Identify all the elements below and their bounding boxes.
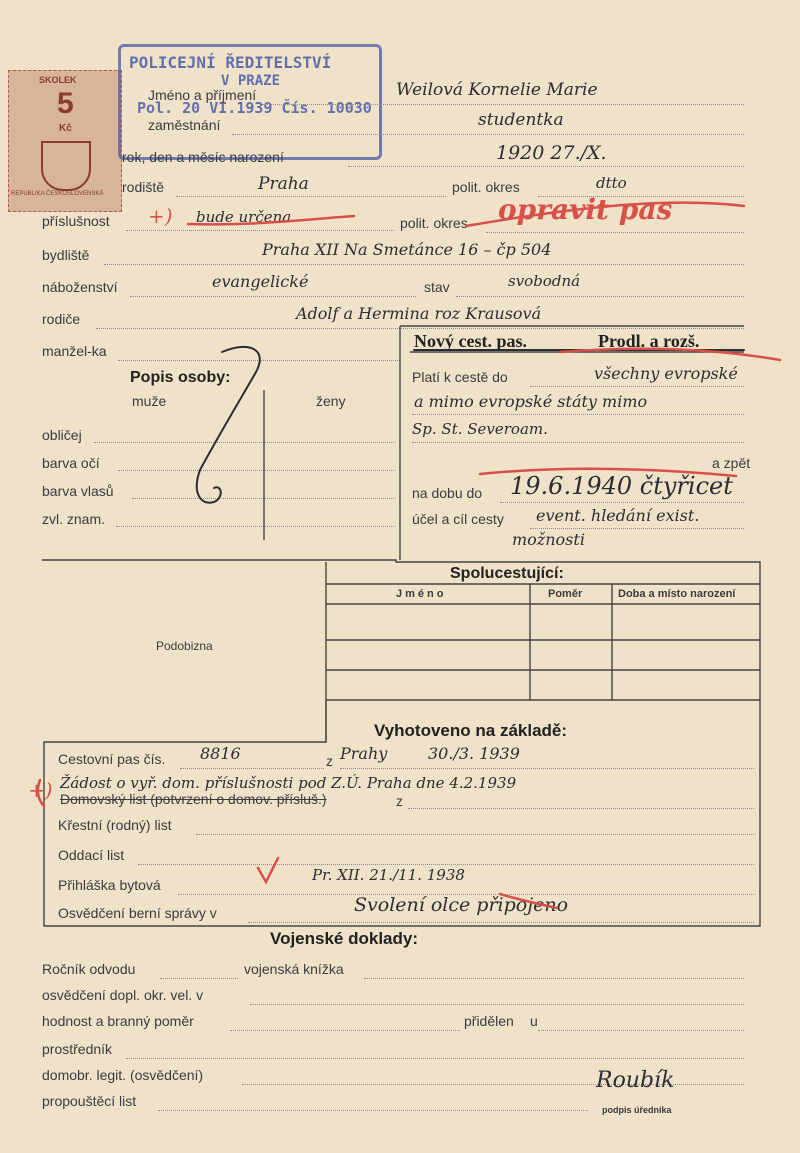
hw-domovsky: Žádost o vyř. dom. příslušnosti pod Z.Ú. Praha dne 4.2.1939 xyxy=(60,774,517,792)
answer-line-cest-pas-z xyxy=(340,768,754,769)
hw-prihlaska: Pr. XII. 21./11. 1938 xyxy=(312,866,465,884)
hw-podpis: Roubík xyxy=(596,1068,675,1093)
hw-ucel-1: event. hledání exist. xyxy=(536,506,700,525)
hw-polit-okres: dtto xyxy=(596,174,627,192)
label-jmeno: Jméno a příjmení xyxy=(148,87,257,103)
label-polit-okres-2: polit. okres xyxy=(400,215,468,231)
label-a-zpet: a zpět xyxy=(712,455,751,471)
column-jmeno: Jméno xyxy=(396,588,447,600)
hw-bydliste: Praha XII Na Smetánce 16 – čp 504 xyxy=(262,240,552,259)
answer-line-plati-2 xyxy=(412,414,744,415)
hw-prislusnost: bude určena xyxy=(196,208,292,226)
label-propousteci: propouštěcí list xyxy=(42,1093,137,1109)
hw-jmeno: Weilová Kornelie Marie xyxy=(396,80,598,100)
answer-line-barva-oci xyxy=(118,470,394,471)
label-hodnost: hodnost a branný poměr xyxy=(42,1013,194,1029)
label-stav: stav xyxy=(424,279,450,295)
label-domobr: domobr. legit. (osvědčení) xyxy=(42,1067,204,1083)
answer-line-rodiste xyxy=(176,196,446,197)
label-polit-okres: polit. okres xyxy=(452,179,520,195)
label-z-2: z xyxy=(396,793,403,809)
label-zvl-znam: zvl. znam. xyxy=(42,511,106,527)
hw-plati-1: všechny evropské xyxy=(594,364,738,383)
revenue-stamp-value: 5 xyxy=(57,87,74,120)
answer-line-polit-okres-2 xyxy=(486,232,744,233)
hw-nabozenstvi: evangelické xyxy=(212,272,309,291)
label-krestni: Křestní (rodný) list xyxy=(58,817,172,833)
label-plati: Platí k cestě do xyxy=(412,369,508,385)
hw-ucel-2: možnosti xyxy=(512,530,585,549)
label-osvedceni-dopl: osvědčení dopl. okr. vel. v xyxy=(42,987,204,1003)
label-novy-pas: Nový cest. pas. xyxy=(414,331,527,351)
column-doba: Doba a místo narození xyxy=(618,588,736,600)
answer-line-berni xyxy=(248,922,754,923)
answer-line-hodnost xyxy=(230,1030,460,1031)
answer-line-knizka xyxy=(364,978,744,979)
red-mark-domovsky: +) xyxy=(28,778,53,802)
label-barva-vlasu: barva vlasů xyxy=(42,483,114,499)
red-mark-prislusnost: +) xyxy=(148,204,173,228)
label-podobizna: Podobizna xyxy=(156,639,213,653)
hw-plati-2: a mimo evropské státy mimo xyxy=(414,392,648,411)
answer-line-plati-3 xyxy=(412,442,744,443)
answer-line-plati-1 xyxy=(530,386,744,387)
answer-line-rodice xyxy=(96,328,744,329)
hw-zamestnani: studentka xyxy=(478,110,564,130)
police-stamp-line1: POLICEJNÍ ŘEDITELSTVÍ xyxy=(129,53,332,72)
answer-line-osvedceni-dopl xyxy=(250,1004,744,1005)
label-oddaci: Oddací list xyxy=(58,847,125,863)
label-berni: Osvědčení berní správy v xyxy=(58,905,217,921)
label-domovsky: Domovský list (potvrzení o domov. přísluš.) xyxy=(60,791,327,807)
answer-line-manzel xyxy=(118,360,400,361)
label-prostrednik: prostředník xyxy=(42,1041,113,1057)
label-barva-oci: barva očí xyxy=(42,455,100,471)
answer-line-oblicej xyxy=(94,442,394,443)
label-rocnik: Ročník odvodu xyxy=(42,961,136,977)
answer-line-narozeni xyxy=(348,166,744,167)
column-pomer: Poměr xyxy=(548,588,583,600)
label-z-1: z xyxy=(326,753,333,769)
hw-rodice: Adolf a Hermina roz Krausová xyxy=(296,304,542,323)
hw-plati-3: Sp. St. Severoam. xyxy=(412,420,548,438)
answer-line-oddaci xyxy=(138,864,754,865)
label-zeny: ženy xyxy=(316,393,346,409)
police-stamp-line3: Pol. 20 VI.1939 Čís. 10030 xyxy=(137,99,372,117)
hw-cest-pas-cislo: 8816 xyxy=(200,744,241,763)
label-rodice: rodiče xyxy=(42,311,81,327)
revenue-stamp-unit: Kč xyxy=(59,123,72,134)
answer-line-na-dobu xyxy=(500,502,744,503)
answer-line-domovsky xyxy=(408,808,754,809)
revenue-stamp-side: REPUBLIKA ČESKOSLOVENSKÁ xyxy=(11,191,104,197)
label-pridelen: přidělen xyxy=(464,1013,514,1029)
lion-emblem-icon xyxy=(41,141,91,191)
label-zamestnani: zaměstnání xyxy=(148,117,221,133)
label-prihlaska: Přihláška bytová xyxy=(58,877,161,893)
hw-cest-pas-misto: Prahy xyxy=(340,744,388,763)
label-vojenske: Vojenské doklady: xyxy=(270,929,419,948)
label-prodl: Prodl. a rozš. xyxy=(598,331,700,351)
red-note-opravit-pas: opravit pas xyxy=(498,193,673,226)
answer-line-jmeno xyxy=(262,104,744,105)
answer-line-ucel xyxy=(530,528,744,529)
label-vyhotoveno: Vyhotoveno na základě: xyxy=(374,721,568,740)
answer-line-propousteci xyxy=(158,1110,588,1111)
label-u: u xyxy=(530,1013,538,1029)
label-ucel: účel a cíl cesty xyxy=(412,511,504,527)
answer-line-stav xyxy=(456,296,744,297)
answer-line-barva-vlasu xyxy=(132,498,394,499)
label-prislusnost: příslušnost xyxy=(42,213,110,229)
answer-line-prostrednik xyxy=(126,1058,744,1059)
hw-narozeni: 1920 27./X. xyxy=(496,142,607,164)
answer-line-zamestnani xyxy=(232,134,744,135)
hw-berni: Svolení olce připojeno xyxy=(354,894,569,916)
label-bydliste: bydliště xyxy=(42,247,90,263)
label-cest-pas: Cestovní pas čís. xyxy=(58,751,166,767)
label-muze: muže xyxy=(132,393,167,409)
hw-stav: svobodná xyxy=(508,272,581,290)
answer-line-krestni xyxy=(196,834,754,835)
answer-line-cest-pas xyxy=(180,768,324,769)
label-nabozenstvi: náboženství xyxy=(42,279,118,295)
hw-cest-pas-datum: 30./3. 1939 xyxy=(428,744,520,763)
revenue-stamp xyxy=(8,70,122,212)
label-rodiste: rodiště xyxy=(122,179,165,195)
hw-na-dobu: 19.6.1940 čtyřicet xyxy=(510,472,733,500)
hw-rodiste: Praha xyxy=(258,174,309,194)
label-spolucestujici: Spolucestující: xyxy=(450,565,564,582)
answer-line-rocnik xyxy=(160,978,238,979)
label-oblicej: obličej xyxy=(42,427,82,443)
answer-line-bydliste xyxy=(104,264,744,265)
revenue-stamp-top: SKOLEK xyxy=(39,75,77,85)
answer-line-pridelen xyxy=(538,1030,744,1031)
answer-line-nabozenstvi xyxy=(130,296,416,297)
police-stamp-line2: V PRAZE xyxy=(221,73,281,89)
label-popis: Popis osoby: xyxy=(130,369,231,386)
label-manzel: manžel-ka xyxy=(42,343,107,359)
answer-line-prislusnost xyxy=(126,230,394,231)
answer-line-zvl-znam xyxy=(116,526,394,527)
label-narozeni: rok, den a měsíc narození xyxy=(122,149,284,165)
label-na-dobu: na dobu do xyxy=(412,485,483,501)
label-knizka: vojenská knížka xyxy=(244,961,344,977)
label-podpis: podpis úředníka xyxy=(602,1105,672,1115)
